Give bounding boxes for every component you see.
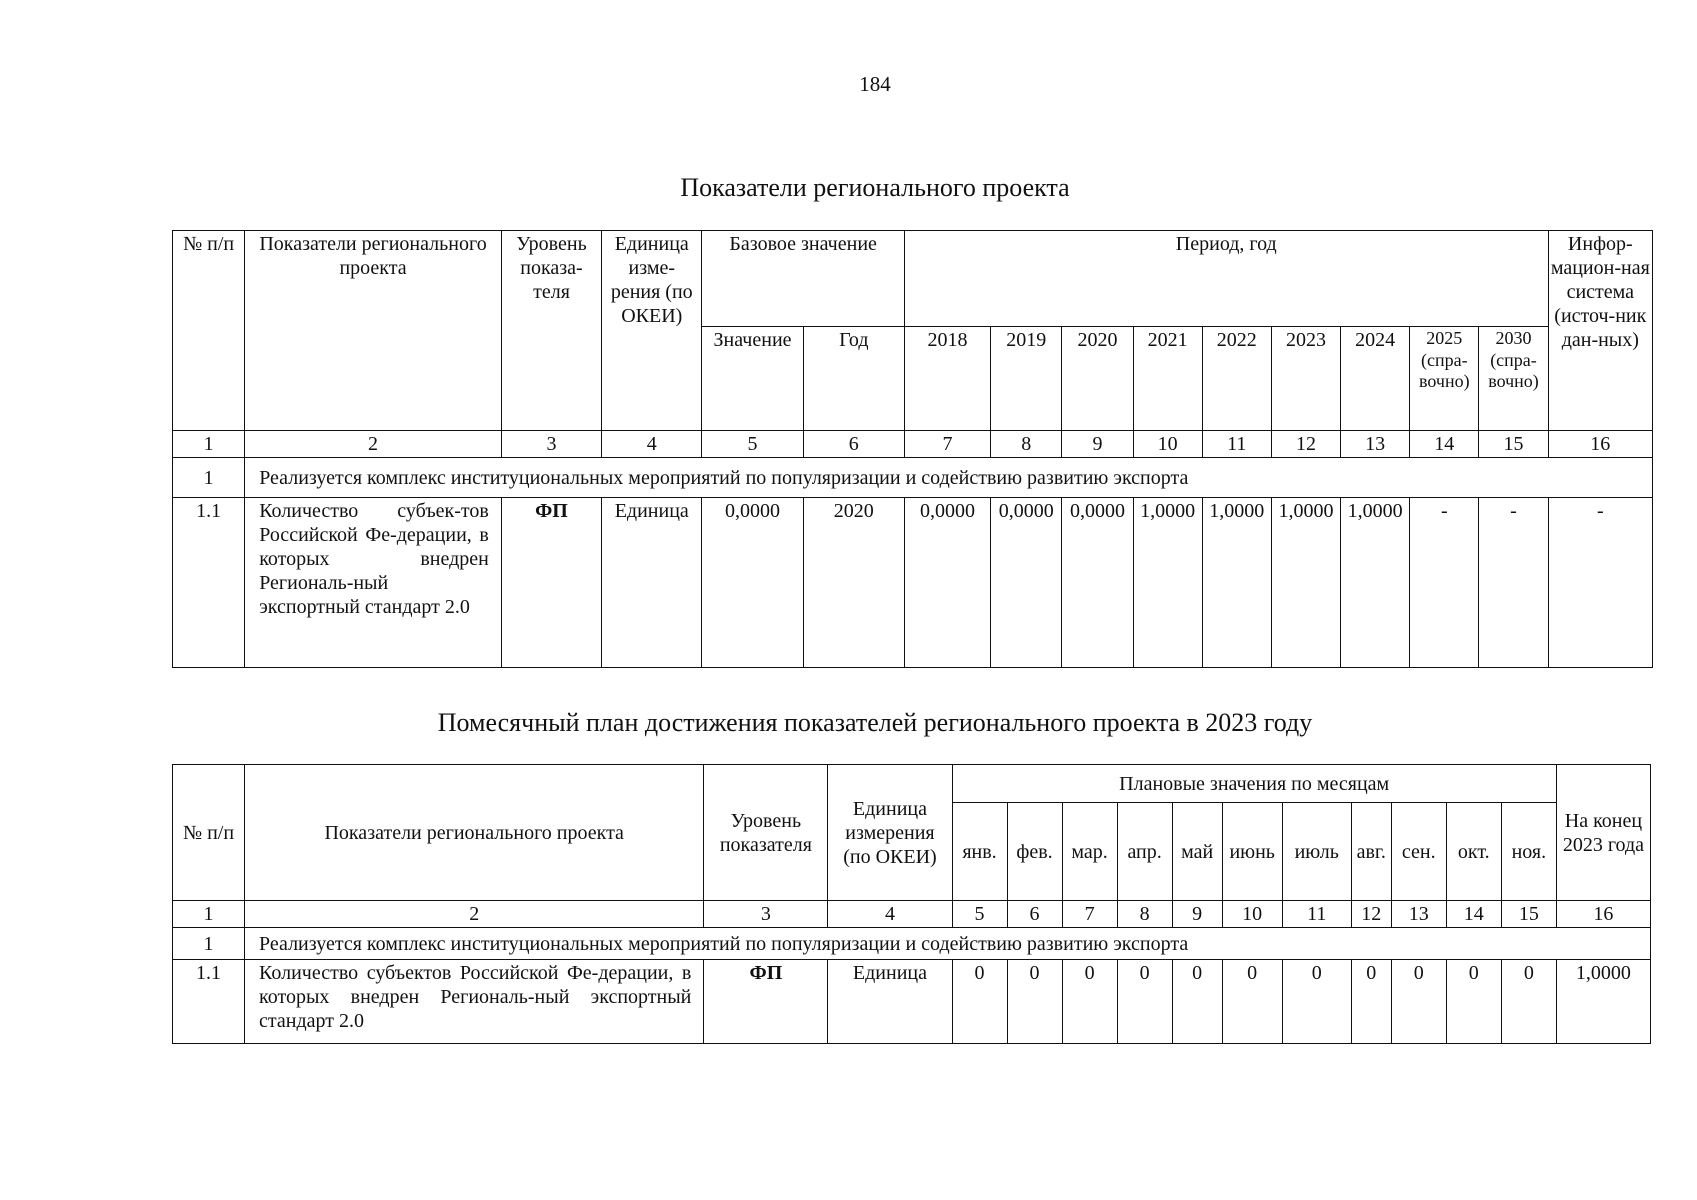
- t1-col-number: 5: [702, 431, 803, 458]
- t1-header-unit: Единица изме-рения (по ОКЕИ): [602, 231, 702, 431]
- t2-col-number: 5: [952, 901, 1007, 928]
- t1-col-number: 16: [1548, 431, 1652, 458]
- t2-header-month: сен.: [1391, 803, 1446, 901]
- t2-header-plan: Плановые значения по месяцам: [952, 765, 1556, 803]
- t2-section-row: [173, 928, 1651, 960]
- t2-header-month: мар.: [1062, 803, 1117, 901]
- table1-title: Показатели регионального проекта: [680, 173, 1070, 202]
- t2-row-end: 1,0000: [1556, 960, 1650, 1044]
- t1-header-year: Год: [803, 327, 904, 431]
- t1-section-num: 1: [173, 458, 245, 498]
- t2-row-month-value: 0: [1062, 960, 1117, 1044]
- t1-col-number: 7: [904, 431, 990, 458]
- t2-col-number: 13: [1391, 901, 1446, 928]
- t1-header-year-col: 2020: [1062, 327, 1133, 431]
- t1-column-numbers-row: [173, 431, 1653, 458]
- t1-row-year-value: 0,0000: [904, 498, 990, 668]
- t2-header-unit: Единица измерения (по ОКЕИ): [828, 765, 952, 901]
- t2-row-month-value: 0: [1222, 960, 1282, 1044]
- t2-header-month: авг.: [1351, 803, 1391, 901]
- t2-header-month: фев.: [1007, 803, 1062, 901]
- t2-col-number: 3: [704, 901, 828, 928]
- t1-col-number: 9: [1062, 431, 1133, 458]
- t1-col-number: 10: [1133, 431, 1202, 458]
- t2-header-month: июнь: [1222, 803, 1282, 901]
- t1-row-year-value: -: [1410, 498, 1479, 668]
- t1-row-year-value: 0,0000: [991, 498, 1062, 668]
- t2-col-number: 11: [1282, 901, 1351, 928]
- t1-header-year-col: 2018: [904, 327, 990, 431]
- t1-row-year-value: 1,0000: [1202, 498, 1271, 668]
- t1-col-number: 12: [1271, 431, 1340, 458]
- t1-col-number: 4: [602, 431, 702, 458]
- t1-header-period: Период, год: [904, 231, 1548, 327]
- table2-title: Помесячный план достижения показателей регионального проекта в 2023 году: [437, 708, 1313, 737]
- t1-row-base-value: 0,0000: [702, 498, 803, 668]
- t1-header-level: Уровень показа-теля: [501, 231, 601, 431]
- t2-row-month-value: 0: [1007, 960, 1062, 1044]
- t2-header-month: ноя.: [1501, 803, 1556, 901]
- t1-header-year-col: 2030 (спра-вочно): [1479, 327, 1548, 431]
- t1-col-number: 13: [1341, 431, 1410, 458]
- t1-row-unit: Единица: [602, 498, 702, 668]
- t2-row-indicator: Количество субъектов Российской Фе-дерации, в которых внедрен Региональ-ный экспортный стандарт 2.0: [245, 960, 704, 1044]
- t2-row-month-value: 0: [1117, 960, 1172, 1044]
- t1-header-year-col: 2023: [1271, 327, 1340, 431]
- t1-header-num: № п/п: [173, 231, 245, 431]
- t1-col-number: 3: [501, 431, 601, 458]
- t1-header-base: Базовое значение: [702, 231, 905, 327]
- t2-column-numbers-row: [173, 901, 1651, 928]
- indicators-table: [172, 230, 1653, 668]
- t2-header-num: № п/п: [173, 765, 245, 901]
- t2-header-month: май: [1172, 803, 1222, 901]
- monthly-plan-table: [172, 764, 1651, 1044]
- t2-header-end: На конец 2023 года: [1556, 765, 1650, 901]
- t2-col-number: 14: [1446, 901, 1501, 928]
- t2-header-month: окт.: [1446, 803, 1501, 901]
- t2-row-level: ФП: [704, 960, 828, 1044]
- t1-col-number: 14: [1410, 431, 1479, 458]
- t1-row-year-value: 1,0000: [1341, 498, 1410, 668]
- t2-col-number: 12: [1351, 901, 1391, 928]
- t2-col-number: 4: [828, 901, 952, 928]
- page-number: 184: [859, 72, 891, 96]
- t1-row-year-value: 1,0000: [1133, 498, 1202, 668]
- t2-row-num: 1.1: [173, 960, 245, 1044]
- t2-row-month-value: 0: [1501, 960, 1556, 1044]
- t1-header-info: Инфор-мацион-ная система (источ-ник дан-ных): [1548, 231, 1652, 431]
- t1-header-year-col: 2024: [1341, 327, 1410, 431]
- t1-header-year-col: 2025 (спра-вочно): [1410, 327, 1479, 431]
- t2-row-month-value: 0: [1282, 960, 1351, 1044]
- t1-header-indicator: Показатели регионального проекта: [245, 231, 502, 431]
- t2-col-number: 15: [1501, 901, 1556, 928]
- t2-section-num: 1: [173, 928, 245, 960]
- t1-col-number: 8: [991, 431, 1062, 458]
- t2-row-month-value: 0: [1351, 960, 1391, 1044]
- table-row: [173, 498, 1653, 668]
- t2-section-text: Реализуется комплекс институциональных мероприятий по популяризации и содействию развитию экспорта: [245, 928, 1651, 960]
- t2-col-number: 7: [1062, 901, 1117, 928]
- t2-row-unit: Единица: [828, 960, 952, 1044]
- t1-col-number: 11: [1202, 431, 1271, 458]
- t1-header-year-col: 2022: [1202, 327, 1271, 431]
- table-row: [173, 960, 1651, 1044]
- t1-col-number: 2: [245, 431, 502, 458]
- t1-row-year-value: -: [1479, 498, 1548, 668]
- t2-row-month-value: 0: [1391, 960, 1446, 1044]
- t1-row-info: -: [1548, 498, 1652, 668]
- t2-header-month: апр.: [1117, 803, 1172, 901]
- t1-col-number: 15: [1479, 431, 1548, 458]
- t2-row-month-value: 0: [952, 960, 1007, 1044]
- t1-section-row: [173, 458, 1653, 498]
- t1-row-year-value: 1,0000: [1271, 498, 1340, 668]
- t2-col-number: 16: [1556, 901, 1650, 928]
- t1-row-indicator: Количество субъек-тов Российской Фе-дерации, в которых внедрен Региональ-ный экспортный стандарт 2.0: [245, 498, 502, 668]
- t2-header-month: янв.: [952, 803, 1007, 901]
- t1-row-level: ФП: [501, 498, 601, 668]
- t1-section-text: Реализуется комплекс институциональных мероприятий по популяризации и содействию развитию экспорта: [245, 458, 1653, 498]
- t2-header-indicator: Показатели регионального проекта: [245, 765, 704, 901]
- t2-header-month: июль: [1282, 803, 1351, 901]
- t1-col-number: 6: [803, 431, 904, 458]
- t2-col-number: 6: [1007, 901, 1062, 928]
- t1-header-year-col: 2019: [991, 327, 1062, 431]
- t2-col-number: 10: [1222, 901, 1282, 928]
- t1-col-number: 1: [173, 431, 245, 458]
- t2-col-number: 2: [245, 901, 704, 928]
- t2-col-number: 9: [1172, 901, 1222, 928]
- t2-col-number: 8: [1117, 901, 1172, 928]
- t1-header-value: Значение: [702, 327, 803, 431]
- t1-header-year-col: 2021: [1133, 327, 1202, 431]
- t2-col-number: 1: [173, 901, 245, 928]
- t2-header-level: Уровень показателя: [704, 765, 828, 901]
- t1-row-num: 1.1: [173, 498, 245, 668]
- t1-row-base-year: 2020: [803, 498, 904, 668]
- t2-row-month-value: 0: [1172, 960, 1222, 1044]
- t1-row-year-value: 0,0000: [1062, 498, 1133, 668]
- t2-row-month-value: 0: [1446, 960, 1501, 1044]
